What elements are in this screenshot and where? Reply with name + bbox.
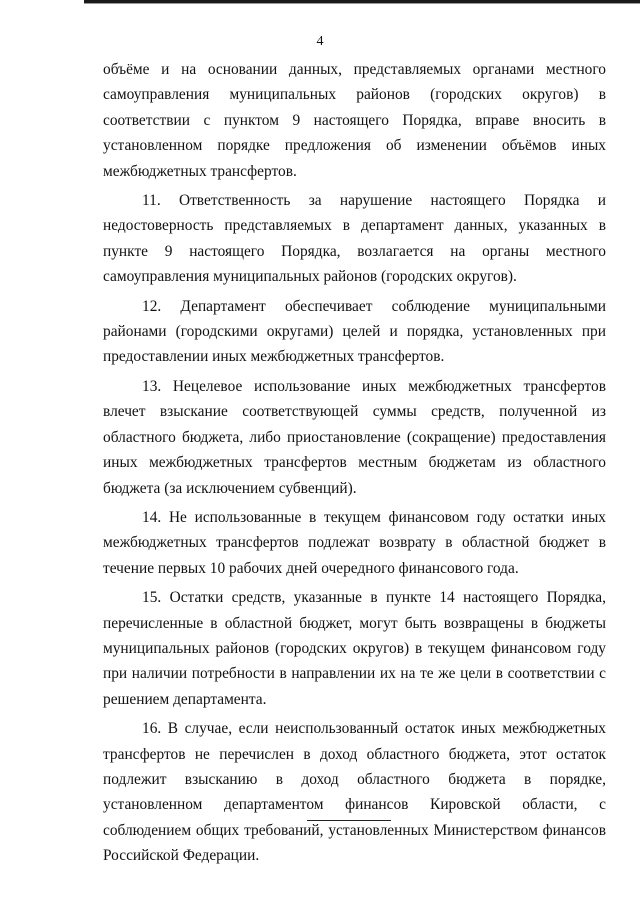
paragraph-11: 11. Ответственность за нарушение настоящего Порядка и недостоверность представляемых в департамент данных, указанных в пункте 9 настоящего Порядка, возлагается на органы местного самоуправления муниципальных районов (городских округов).: [103, 192, 606, 286]
scan-edge-shadow: [84, 3, 640, 4]
paragraph-16: 16. В случае, если неиспользованный остаток иных межбюджетных трансфертов не перечислен в доход областного бюджета, этот остаток подлежит взысканию в доход областного бюджета в порядке, установленном департаментом финансов Кировской области, с соблюдением общих требований, установленных Министерством финансов Российской Федерации.: [103, 720, 606, 865]
paragraph-14: 14. Не использованные в текущем финансовом году остатки иных межбюджетных трансфертов подлежат возврату в областной бюджет в течение первых 10 рабочих дней очередного финансового года.: [103, 508, 606, 577]
end-of-document-rule: [307, 820, 391, 821]
page-number: 4: [316, 34, 324, 49]
paragraph-15: 15. Остатки средств, указанные в пункте 14 настоящего Порядка, перечисленные в областной бюджет, могут быть возвращены в бюджеты муниципальных районов (городских округов) в текущем финансовом году при наличии потребности в направлении их на те же цели в соответствии с решением департамента.: [103, 589, 606, 708]
paragraph-12: 12. Департамент обеспечивает соблюдение муниципальными районами (городскими округами) целей и порядка, установленных при предоставлении иных межбюджетных трансфертов.: [103, 297, 606, 366]
paragraph-13: 13. Нецелевое использование иных межбюджетных трансфертов влечет взыскание соответствующей суммы средств, полученной из областного бюджета, либо приостановление (сокращение) предоставления иных межбюджетных трансфертов местным бюджетам из областного бюджета (за исключением субвенций).: [103, 377, 606, 497]
document-body: [103, 57, 606, 873]
paragraph-continued: объёме и на основании данных, представляемых органами местного самоуправления муниципальных районов (городских округов) в соответствии с пунктом 9 настоящего Порядка, вправе вносить в установленном порядке предложения об изменении объёмов иных межбюджетных трансфертов.: [103, 61, 606, 180]
